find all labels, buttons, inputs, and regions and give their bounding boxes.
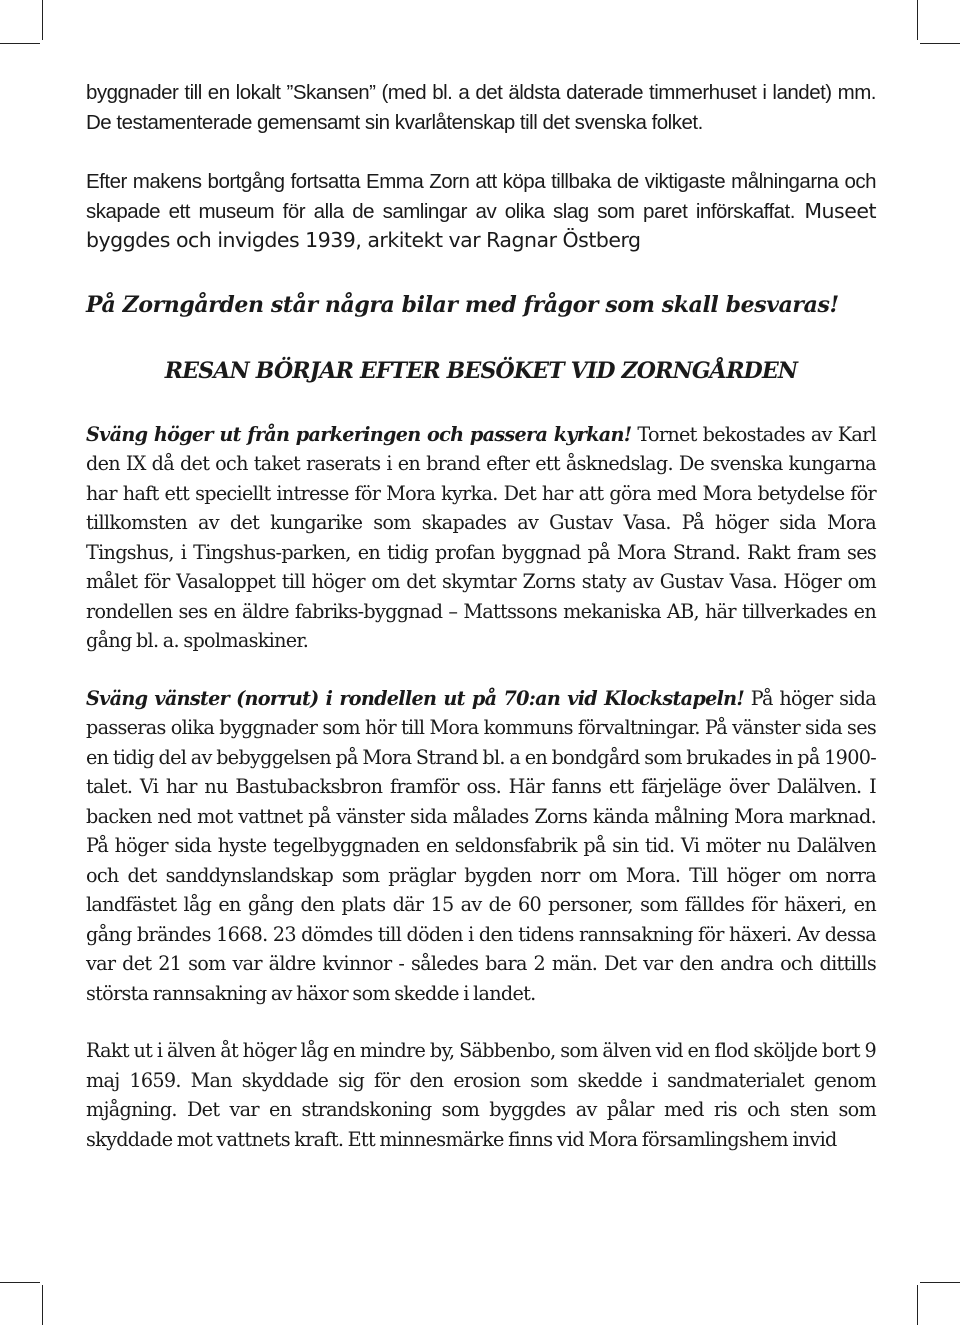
paragraph-museum: Museet byggdes och invigdes 1939, arkitekt var Ragnar Östberg [86,198,876,252]
page-content [86,78,876,1154]
section-klockstapeln-lead: Sväng vänster (norrut) i rondellen ut på 70:an vid Klockstapeln! [86,686,745,710]
crop-mark-top-right-h [920,43,960,44]
crop-mark-top-right-v [917,0,918,40]
section-klockstapeln-text: På höger sida passeras olika byggnader som hör till Mora kommuns förvaltningar. På vänster sida ses en tidig del av bebyggelsen på Mora Strand bl. a en bondgård som brukades in på 1900-talet. Vi har nu Bastubacksbron framför oss. Här fanns ett färjeläge över Dalälven. I backen ned mot vattnet på vänster sida målades Zorns kända målning Mora marknad. På höger sida hyste tegelbyggnaden en seldonsfabrik på sin tid. Vi möter nu Dalälven och det sanddynslandskap som präglar bygden norr om Mora. Till höger om norra landfästet låg en gång den plats där 15 av de 60 personer, som fälldes för häxeri, en gång brändes 1668. 23 dömdes till döden i den tidens rannsakning för häxeri. Av dessa var det 21 som var äldre kvinnor - således bara 2 män. Det var den andra och dittills största rannsakning av häxor som skedde i landet. [86,686,876,1005]
paragraph-skansen: byggnader till en lokalt ”Skansen” (med bl. a det äldsta daterade timmerhuset i landet) mm. De testamenterade gemensamt sin kvarlåtenskap till det svenska folket. [86,81,876,134]
paragraph-emma-zorn [86,167,876,256]
heading-trip-start: RESAN BÖRJAR EFTER BESÖKET VID ZORNGÅRDEN [164,357,798,384]
crop-mark-top-left-v [42,0,43,40]
crop-mark-bottom-left-v [42,1285,43,1325]
heading-cars-questions: På Zorngården står några bilar med frågor som skall besvaras! [86,291,839,318]
crop-mark-bottom-left-h [0,1282,40,1283]
paragraph-sabbenbo: Rakt ut i älven åt höger låg en mindre by, Säbbenbo, som älven vid en flod sköljde bort 9 maj 1659. Man skyddade sig för den erosion som skedde i sandmaterialet genom mjågning. Det var en strandskoning som byggdes av pålar med ris och sten som skyddade mot vattnets kraft. Ett minnesmärke finns vid Mora församlingshem invid [86,1039,876,1151]
paragraph-emma-zorn-text: Efter makens bortgång fortsatta Emma Zorn att köpa tillbaka de viktigaste målningarna och skapade ett museum för alla de samlingar av olika slag som paret införskaffat. [86,170,876,223]
crop-mark-bottom-right-v [917,1285,918,1325]
section-church [86,420,876,656]
section-church-lead: Sväng höger ut från parkeringen och passera kyrkan! [86,422,632,446]
crop-mark-top-left-h [0,43,40,44]
crop-mark-bottom-right-h [920,1282,960,1283]
section-church-text: Tornet bekostades av Karl den IX då det och taket raserats i en brand efter ett åsknedslag. De svenska kungarna har haft ett speciellt intresse för Mora kyrka. Det har att göra med Mora betydelse för tillkomsten av det kungarike som skapades av Gustav Vasa. På höger sida Mora Tingshus, i Tingshus-parken, en tidig profan byggnad på Mora Strand. Rakt fram ses målet för Vasaloppet till höger om det skymtar Zorns staty av Gustav Vasa. Höger om rondellen ses en äldre fabriks-byggnad – Mattssons mekaniska AB, här tillverkades en gång bl. a. spolmaskiner. [86,422,877,652]
section-klockstapeln [86,684,876,1009]
